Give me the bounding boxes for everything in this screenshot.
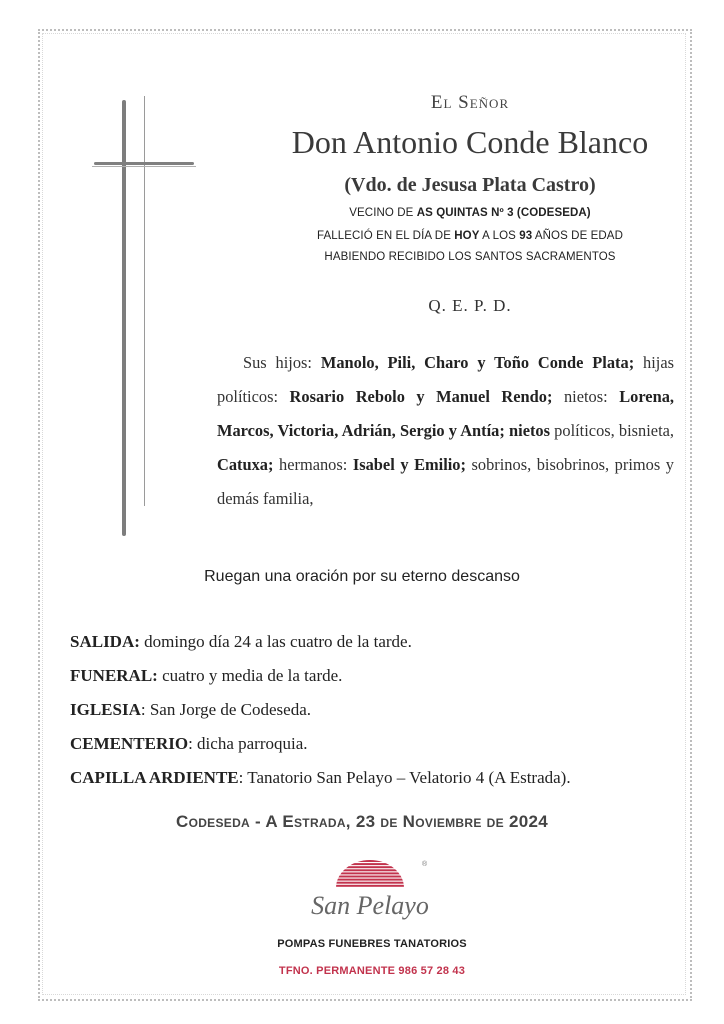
death-day: HOY <box>454 230 480 242</box>
service-details <box>70 632 690 802</box>
detail-label: CEMENTERIO <box>70 734 189 753</box>
detail-value: cuatro y media de la tarde. <box>157 666 343 685</box>
logo-stripe <box>330 872 410 874</box>
san-pelayo-logo <box>300 856 440 936</box>
residence-address: AS QUINTAS Nº 3 (CODESEDA) <box>416 207 591 219</box>
logo-stripe <box>330 876 410 878</box>
logo-text: San Pelayo <box>311 891 429 920</box>
detail-value: : Tanatorio San Pelayo – Velatorio 4 (A Estrada). <box>238 768 571 787</box>
family-names: Manolo, Pili, Charo y Toño Conde Plata; <box>320 353 635 372</box>
widower-line: (Vdo. de Jesusa Plata Castro) <box>344 174 596 196</box>
detail-value: domingo día 24 a las cuatro de la tarde. <box>139 632 412 651</box>
death-line <box>220 230 720 242</box>
deceased-name: Don Antonio Conde Blanco <box>291 124 649 160</box>
logo-stripe <box>330 866 410 868</box>
family-paragraph <box>217 346 674 516</box>
detail-row <box>70 632 690 666</box>
family-text: Sus hijos: <box>243 353 321 372</box>
residence-line <box>220 207 720 219</box>
prayer-request: Ruegan una oración por su eterno descanso <box>204 568 520 585</box>
family-names: Isabel y Emilio; <box>352 455 466 474</box>
family-names: Rosario Rebolo y Manuel Rendo; <box>289 387 553 406</box>
place-date-line: Codeseda - A Estrada, 23 de Noviembre de 2024 <box>176 812 548 831</box>
registered-mark: ® <box>422 861 428 868</box>
death-suffix: AÑOS DE EDAD <box>532 230 623 242</box>
logo-dome <box>330 860 410 887</box>
family-names: Catuxa; <box>217 455 274 474</box>
logo-stripe <box>330 885 410 887</box>
family-text: hijas políticos: <box>217 353 674 406</box>
logo-stripe <box>330 882 410 884</box>
phone-line: TFNO. PERMANENTE 986 57 28 43 <box>278 965 466 977</box>
detail-row <box>70 768 690 802</box>
family-text: nietos: <box>552 387 620 406</box>
sacraments-line: HABIENDO RECIBIDO LOS SANTOS SACRAMENTOS <box>324 251 616 263</box>
family-text: hermanos: <box>273 455 353 474</box>
residence-prefix: VECINO DE <box>349 207 417 219</box>
qepd: Q. E. P. D. <box>428 296 512 315</box>
death-age: 93 <box>519 230 533 242</box>
detail-value: : San Jorge de Codeseda. <box>140 700 311 719</box>
logo-stripe <box>330 869 410 871</box>
detail-label: CAPILLA ARDIENTE <box>70 768 239 787</box>
logo-stripe <box>330 860 410 862</box>
detail-row <box>70 734 690 768</box>
family-text: políticos, bisnieta, <box>550 421 674 440</box>
detail-row <box>70 666 690 700</box>
detail-label: SALIDA: <box>70 632 140 651</box>
death-mid: A LOS <box>479 230 520 242</box>
death-prefix: FALLECIÓ EN EL DÍA DE <box>317 230 455 242</box>
detail-value: : dicha parroquia. <box>188 734 308 753</box>
family-text: sobrinos, bisobrinos, primos y demás familia, <box>217 455 674 508</box>
detail-label: FUNERAL: <box>70 666 158 685</box>
cross-icon <box>92 96 202 546</box>
detail-label: IGLESIA <box>70 700 141 719</box>
honorific-title: El Señor <box>430 92 510 113</box>
logo-stripe <box>330 879 410 881</box>
company-tagline: POMPAS FUNEBRES TANATORIOS <box>277 938 467 950</box>
detail-row <box>70 700 690 734</box>
logo-stripe <box>330 863 410 865</box>
family-names: Lorena, Marcos, Victoria, Adrián, Sergio y Antía; nietos <box>217 387 674 440</box>
